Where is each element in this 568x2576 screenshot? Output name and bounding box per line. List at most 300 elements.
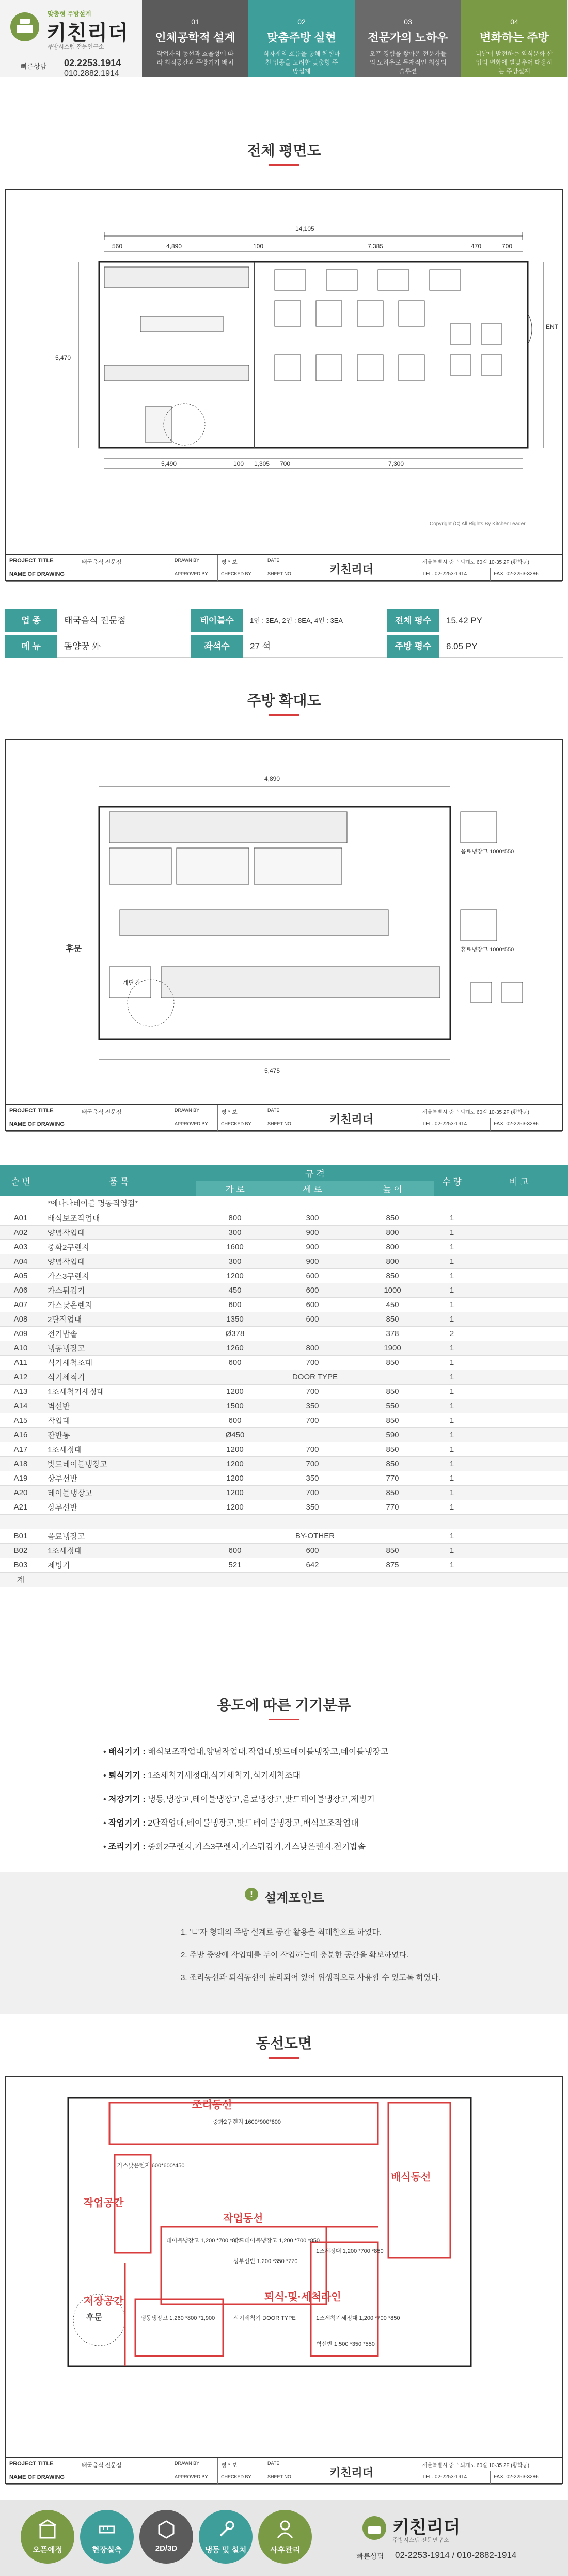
step-card-1	[142, 0, 248, 77]
logo-icon	[9, 11, 40, 42]
cell-depth	[274, 1514, 351, 1529]
section-title-kitchen-detail: 주방 확대도	[247, 693, 321, 709]
cell-depth: 600	[274, 1543, 351, 1558]
section-title-usage: 용도에 따른 기기분류	[217, 1697, 351, 1713]
cell-width: 1600	[196, 1239, 274, 1254]
dim-top-total: 14,105	[295, 225, 314, 232]
cell-height: 1900	[351, 1341, 434, 1355]
tb-scale-val: 평 * 보	[218, 555, 264, 568]
cell-item: 양념작업대	[41, 1254, 196, 1268]
cell-note	[470, 1312, 568, 1326]
cell-qty: 1	[434, 1225, 470, 1239]
cell-no: A07	[0, 1297, 41, 1312]
flow-box-label: 상부선반 1,200 *350 *770	[233, 2258, 298, 2265]
info-value-type: 태국음식 전문점	[57, 609, 191, 632]
cell-qty: 2	[434, 1326, 470, 1341]
tb-fax: FAX. 02-2253-3286	[491, 568, 562, 582]
flow-box-label: 벽선반 1,500 *350 *550	[316, 2341, 375, 2347]
footer-button-install[interactable]	[199, 2510, 253, 2564]
flow-label-cook: 조리동선	[192, 2099, 232, 2111]
cell-no: A04	[0, 1254, 41, 1268]
cell-width: 521	[196, 1558, 274, 1572]
cell-item: 상부선반	[41, 1500, 196, 1514]
dim-top: 560	[112, 243, 123, 250]
tb-name-of-drawing	[78, 1118, 171, 1132]
cell-qty: 1	[434, 1456, 470, 1471]
table-row	[0, 1268, 568, 1283]
table-row	[0, 1297, 568, 1312]
cell-item: 테이블냉장고	[41, 1485, 196, 1500]
section-rule	[269, 2057, 299, 2059]
detail-dim-top: 4,890	[264, 775, 280, 782]
info-value-total-area: 15.42 PY	[439, 609, 563, 632]
tb-scale-val: 평 * 보	[218, 2458, 264, 2471]
kitchen-detail-svg	[6, 740, 562, 1101]
dim-top: 700	[502, 243, 513, 250]
info-label-menu: 메 뉴	[5, 635, 57, 658]
ruler-icon	[98, 2519, 116, 2540]
cell-qty: 1	[434, 1471, 470, 1485]
design-title: 설계포인트	[264, 1891, 324, 1905]
title-block	[6, 554, 562, 581]
usage-key: 배식기기 :	[108, 1748, 146, 1756]
tb-checked-by: CHECKED BY	[218, 568, 264, 582]
cell-note	[470, 1283, 568, 1297]
cell-no	[0, 1514, 41, 1529]
cell-item: 벽선반	[41, 1399, 196, 1413]
cell-qty: 1	[434, 1485, 470, 1500]
tb-date: DATE	[264, 555, 326, 568]
tb-project-title: 태국음식 전문점	[78, 555, 171, 568]
cell-no: A06	[0, 1283, 41, 1297]
store-icon	[38, 2519, 57, 2540]
cell-qty: 1	[434, 1341, 470, 1355]
usage-value: 2단작업대,테이블냉장고,밧드테이블냉장고,배식보조작업대	[148, 1819, 359, 1828]
cell-qty: 1	[434, 1283, 470, 1297]
cell-item: 식기세척기	[41, 1370, 196, 1384]
table-row	[0, 1384, 568, 1399]
tb-tel: TEL. 02-2253-1914	[419, 1118, 491, 1132]
table-row	[0, 1572, 568, 1587]
cell-item: 양념작업대	[41, 1225, 196, 1239]
table-row	[0, 1254, 568, 1268]
cell-qty: 1	[434, 1399, 470, 1413]
cell-width	[196, 1572, 274, 1587]
table-row	[0, 1471, 568, 1485]
cell-depth: 600	[274, 1268, 351, 1283]
cell-note	[470, 1413, 568, 1427]
cell-item: 배식보조작업대	[41, 1211, 196, 1225]
cell-height: 850	[351, 1413, 434, 1427]
col-qty: 수 량	[434, 1165, 470, 1196]
design-points	[0, 1872, 568, 2014]
usage-value: 냉동,냉장고,테이블냉장고,음료냉장고,밧드테이블냉장고,제빙기	[148, 1795, 375, 1804]
phone-label: 빠른상담	[21, 62, 47, 70]
cell-depth: 300	[274, 1211, 351, 1225]
cell-note	[470, 1384, 568, 1399]
logo-title: 키친리더	[46, 22, 129, 44]
table-row	[0, 1529, 568, 1543]
flow-box-label: 밧드테이블냉장고 1,200 *700 *850	[233, 2238, 320, 2244]
floor-plan-svg	[6, 190, 562, 551]
cell-height: 850	[351, 1355, 434, 1370]
cell-no: A09	[0, 1326, 41, 1341]
table-row	[0, 1225, 568, 1239]
tb-sheet-no: SHEET NO	[264, 2471, 326, 2485]
cell-note	[470, 1572, 568, 1587]
back-door-label: 후문	[86, 2313, 102, 2322]
step-card-2	[248, 0, 355, 77]
table-row	[0, 1442, 568, 1456]
cell-qty: 1	[434, 1355, 470, 1370]
footer-logo-icon	[361, 2515, 387, 2541]
cell-no: A03	[0, 1239, 41, 1254]
cell-depth: 642	[274, 1558, 351, 1572]
cell-no: A21	[0, 1500, 41, 1514]
logo-tagline: 주방시스템 전문연구소	[48, 44, 104, 50]
kitchen-detail-drawing	[5, 739, 563, 1131]
table-row	[0, 1326, 568, 1341]
cell-no: B02	[0, 1543, 41, 1558]
cell-item: 2단작업대	[41, 1312, 196, 1326]
cell-qty: 1	[434, 1370, 470, 1384]
cell-no: A11	[0, 1355, 41, 1370]
cell-height: 850	[351, 1456, 434, 1471]
cell-item	[41, 1514, 196, 1529]
logo-area[interactable]	[0, 0, 142, 77]
section-title-floor-plan: 전체 평면도	[247, 143, 321, 159]
cell-note	[470, 1514, 568, 1529]
cell-item: 가스튀김기	[41, 1283, 196, 1297]
tb-approved-by: APPROVED BY	[171, 1118, 218, 1132]
flow-box-label: 중화2구렌지 1600*900*800	[213, 2119, 281, 2125]
info-value-menu: 똠양꿍 外	[57, 635, 191, 658]
tb-drawn-by: DRAWN BY	[171, 1105, 218, 1118]
cell-height: 850	[351, 1211, 434, 1225]
footer-phones[interactable]: 02-2253-1914 / 010-2882-1914	[395, 2550, 517, 2560]
cell-item: 냉동냉장고	[41, 1341, 196, 1355]
dim-top: 7,385	[368, 243, 384, 250]
tb-approved-by: APPROVED BY	[171, 2471, 218, 2485]
cell-width: 800	[196, 1211, 274, 1225]
footer-button-label: 현장실측	[92, 2546, 122, 2554]
cell-width: Ø450	[196, 1427, 274, 1442]
title-block	[6, 1104, 562, 1131]
cell-note	[470, 1239, 568, 1254]
cell-depth	[274, 1572, 351, 1587]
cell-depth: 600	[274, 1312, 351, 1326]
cell-qty	[434, 1572, 470, 1587]
cell-depth: 800	[274, 1341, 351, 1355]
footer	[0, 2500, 568, 2576]
cell-item: 가스3구렌지	[41, 1268, 196, 1283]
step-desc: 오픈 경험을 쌓아온 전문가들의 노하우로 독재적인 최상의 솔루션	[369, 50, 447, 75]
cell-no: B03	[0, 1558, 41, 1572]
cell-note	[470, 1211, 568, 1225]
cell-height: 1000	[351, 1283, 434, 1297]
cell-height: 770	[351, 1471, 434, 1485]
flow-box-label: 가스낮은렌지 600*600*450	[117, 2163, 185, 2169]
footer-button-open[interactable]	[21, 2510, 74, 2564]
tb-tel: TEL. 02-2253-1914	[419, 2471, 491, 2485]
cell-note	[470, 1225, 568, 1239]
cell-note	[470, 1442, 568, 1456]
footer-logo-title: 키친리더	[392, 2518, 461, 2537]
cell-qty: 1	[434, 1268, 470, 1283]
cell-qty: 1	[434, 1211, 470, 1225]
floor-plan-drawing	[5, 189, 563, 581]
cell-note	[470, 1471, 568, 1485]
cell-height: 800	[351, 1254, 434, 1268]
flow-label-storage: 저장공간	[84, 2296, 124, 2307]
table-row	[0, 1413, 568, 1427]
cell-item: 중화2구렌지	[41, 1239, 196, 1254]
copyright: Copyright (C) All Rights By KitchenLeader	[430, 521, 526, 527]
table-row	[0, 1312, 568, 1326]
cell-qty: 1	[434, 1500, 470, 1514]
tb-name-of-drawing	[78, 2471, 171, 2485]
design-point: 1. 'ㄷ'자 형태의 주방 설계로 공간 활용을 최대한으로 하였다.	[181, 1928, 382, 1937]
group-title: *에나나테이블 명동직영점*	[41, 1196, 196, 1211]
cell-no: A18	[0, 1456, 41, 1471]
usage-key: 조리기기 :	[108, 1843, 146, 1851]
info-value-kitchen-area: 6.05 PY	[439, 635, 563, 658]
usage-row: • 작업기기 : 2단작업대,테이블냉장고,밧드테이블냉장고,배식보조작업대	[103, 1819, 359, 1828]
design-point: 2. 주방 중앙에 작업대를 두어 작업하는데 충분한 공간을 확보하였다.	[181, 1951, 409, 1959]
cell-qty: 1	[434, 1312, 470, 1326]
cell-width: 1260	[196, 1341, 274, 1355]
usage-key: 저장기기 :	[108, 1795, 146, 1804]
cell-height: 850	[351, 1543, 434, 1558]
phone-number-2[interactable]: 010.2882.1914	[64, 69, 119, 78]
flow-box-label: 테이블냉장고 1,200 *700 *850	[166, 2238, 242, 2244]
usage-list	[103, 1740, 475, 1859]
cell-item: 제빙기	[41, 1558, 196, 1572]
step-desc: 식자재의 흐름을 통해 체험마친 업종을 고려한 맞춤형 주방설계	[263, 50, 340, 75]
cell-qty: 1	[434, 1297, 470, 1312]
cell-item: 작업대	[41, 1413, 196, 1427]
footer-button-label: 사후관리	[270, 2546, 300, 2554]
cell-note	[470, 1456, 568, 1471]
footer-button-label: 2D/3D	[155, 2544, 178, 2553]
cell-height: 850	[351, 1312, 434, 1326]
table-row	[0, 1427, 568, 1442]
footer-button-label: 오픈예정	[33, 2546, 62, 2554]
title-block	[6, 2457, 562, 2484]
cell-qty: 1	[434, 1384, 470, 1399]
cell-no: A10	[0, 1341, 41, 1355]
tb-checked-by: CHECKED BY	[218, 2471, 264, 2485]
cell-depth: 900	[274, 1239, 351, 1254]
equipment-table-body	[0, 1196, 568, 1587]
tb-project-title-label: PROJECT TITLE	[6, 2458, 78, 2471]
info-label-tables: 테이블수	[191, 609, 243, 632]
dim-side: 5,470	[55, 354, 71, 362]
cell-item: 식기세척조대	[41, 1355, 196, 1370]
tb-name-of-drawing-label: NAME OF DRAWING	[6, 2471, 78, 2485]
cell-note	[470, 1268, 568, 1283]
info-label-type: 업 종	[5, 609, 57, 632]
cell-height: 590	[351, 1427, 434, 1442]
fridge-label-1: 음료냉장고 1000*550	[461, 849, 514, 855]
footer-phone-label: 빠른상담	[356, 2552, 385, 2561]
cell-note	[470, 1500, 568, 1514]
col-depth: 세 로	[274, 1181, 351, 1196]
usage-row: • 저장기기 : 냉동,냉장고,테이블냉장고,음료냉장고,밧드테이블냉장고,제빙기	[103, 1795, 375, 1804]
cell-note	[470, 1355, 568, 1370]
cell-width: 1200	[196, 1442, 274, 1456]
cell-note	[470, 1399, 568, 1413]
footer-button-aftercare[interactable]	[258, 2510, 312, 2564]
cell-no: A08	[0, 1312, 41, 1326]
stairs-label: 계단기	[122, 979, 140, 986]
cell-depth	[274, 1427, 351, 1442]
cell-height: 850	[351, 1268, 434, 1283]
cell-no: A01	[0, 1211, 41, 1225]
tb-sheet-no: SHEET NO	[264, 568, 326, 582]
table-row	[0, 1514, 568, 1529]
cell-note	[470, 1427, 568, 1442]
cell-height: 850	[351, 1442, 434, 1456]
cell-width: 600	[196, 1413, 274, 1427]
cell-width: 1200	[196, 1500, 274, 1514]
table-row	[0, 1239, 568, 1254]
cell-depth: 600	[274, 1283, 351, 1297]
cell-height: 770	[351, 1500, 434, 1514]
tb-drawn-by: DRAWN BY	[171, 2458, 218, 2471]
footer-logo-tagline: 주방시스템 전문연구소	[392, 2537, 449, 2543]
cell-qty: 1	[434, 1529, 470, 1543]
table-row	[0, 1341, 568, 1355]
cell-item: 잔반통	[41, 1427, 196, 1442]
dim-bottom: 100	[233, 460, 244, 467]
dim-bottom: 7,300	[388, 460, 404, 467]
detail-dim-bottom: 5,475	[264, 1067, 280, 1074]
alert-icon: !	[245, 1888, 258, 1901]
table-row	[0, 1558, 568, 1572]
cell-height: 550	[351, 1399, 434, 1413]
cell-width: 1500	[196, 1399, 274, 1413]
cell-note	[470, 1297, 568, 1312]
info-table	[5, 609, 563, 661]
cell-no: A02	[0, 1225, 41, 1239]
step-desc: 나날이 발전하는 외식문화 산업의 변화에 발맞추어 대응하는 주방설계	[476, 50, 553, 75]
cell-note	[470, 1370, 568, 1384]
cell-width: DOOR TYPE	[196, 1370, 434, 1384]
ent-label: ENT	[546, 323, 558, 331]
step-number: 02	[297, 18, 306, 26]
cell-height: 800	[351, 1225, 434, 1239]
footer-button-survey[interactable]	[80, 2510, 134, 2564]
cell-note	[470, 1326, 568, 1341]
cell-width: 1200	[196, 1471, 274, 1485]
fridge-label-2: 휴료냉장고 1000*550	[461, 947, 514, 953]
table-row	[0, 1211, 568, 1225]
tb-company-logo: 키친리더	[326, 1105, 419, 1132]
cell-no: A12	[0, 1370, 41, 1384]
tb-fax: FAX. 02-2253-3286	[491, 1118, 562, 1132]
col-no: 순 번	[0, 1165, 41, 1196]
cell-depth: 700	[274, 1442, 351, 1456]
cell-note	[470, 1529, 568, 1543]
equipment-table	[0, 1165, 568, 1587]
top-header	[0, 0, 568, 77]
step-number: 04	[510, 18, 518, 26]
usage-row: • 배식기기 : 배식보조작업대,양념작업대,작업대,밧드테이블냉장고,테이블냉장고	[103, 1748, 389, 1756]
cell-width: 1200	[196, 1456, 274, 1471]
cell-height: 850	[351, 1485, 434, 1500]
usage-row: • 조리기기 : 중화2구렌지,가스3구렌지,가스튀김기,가스낮은렌지,전기밥솥	[103, 1843, 366, 1851]
cell-item	[41, 1572, 196, 1587]
dim-bottom: 1,305	[254, 460, 270, 467]
info-label-seats: 좌석수	[191, 635, 243, 658]
flow-label-work-flow: 작업동선	[223, 2213, 263, 2224]
cell-width: 450	[196, 1283, 274, 1297]
cell-qty: 1	[434, 1558, 470, 1572]
footer-button-2d3d[interactable]	[139, 2510, 193, 2564]
cell-item: 상부선반	[41, 1471, 196, 1485]
cell-item: 전기밥솥	[41, 1326, 196, 1341]
table-row	[0, 1355, 568, 1370]
table-row	[0, 1485, 568, 1500]
person-icon	[276, 2519, 294, 2540]
cell-note	[470, 1485, 568, 1500]
cell-height: 378	[351, 1326, 434, 1341]
cell-no: A14	[0, 1399, 41, 1413]
cell-width: 600	[196, 1543, 274, 1558]
cell-item: 음료냉장고	[41, 1529, 196, 1543]
phone-number-1[interactable]: 02.2253.1914	[64, 58, 121, 68]
col-item: 품 목	[41, 1165, 196, 1196]
cell-note	[470, 1543, 568, 1558]
cell-depth: 700	[274, 1456, 351, 1471]
tb-date: DATE	[264, 1105, 326, 1118]
cell-no: A05	[0, 1268, 41, 1283]
cell-depth: 900	[274, 1225, 351, 1239]
info-label-total-area: 전체 평수	[387, 609, 439, 632]
table-row	[0, 1399, 568, 1413]
tb-scale-val: 평 * 보	[218, 1105, 264, 1118]
cell-width	[196, 1514, 274, 1529]
section-rule	[269, 714, 299, 716]
wrench-icon	[216, 2519, 235, 2540]
dim-top: 100	[253, 243, 264, 250]
step-number: 01	[191, 18, 199, 26]
back-door-label: 후문	[66, 945, 82, 953]
cell-depth	[274, 1326, 351, 1341]
col-spec: 규 격	[196, 1165, 434, 1181]
flow-box-label: 냉동냉장고 1,260 *800 *1,900	[140, 2315, 215, 2321]
section-rule	[269, 164, 299, 166]
cell-depth: 350	[274, 1399, 351, 1413]
step-card-3	[355, 0, 461, 77]
dim-top: 4,890	[166, 243, 182, 250]
usage-value: 배식보조작업대,양념작업대,작업대,밧드테이블냉장고,테이블냉장고	[148, 1748, 389, 1756]
usage-value: 1조세척기세정대,식기세척기,식기세척조대	[148, 1771, 301, 1780]
table-row	[0, 1543, 568, 1558]
cell-qty	[434, 1514, 470, 1529]
cell-height: 875	[351, 1558, 434, 1572]
tb-name-of-drawing-label: NAME OF DRAWING	[6, 568, 78, 582]
cell-width: Ø378	[196, 1326, 274, 1341]
flow-label-serve: 배식동선	[391, 2172, 431, 2183]
cell-no: 계	[0, 1572, 41, 1587]
table-row	[0, 1456, 568, 1471]
info-label-kitchen-area: 주방 평수	[387, 635, 439, 658]
info-value-tables: 1인 : 3EA, 2인 : 8EA, 4인 : 3EA	[243, 609, 387, 632]
cell-qty: 1	[434, 1427, 470, 1442]
footer-button-label: 냉동 및 설치	[204, 2546, 247, 2554]
